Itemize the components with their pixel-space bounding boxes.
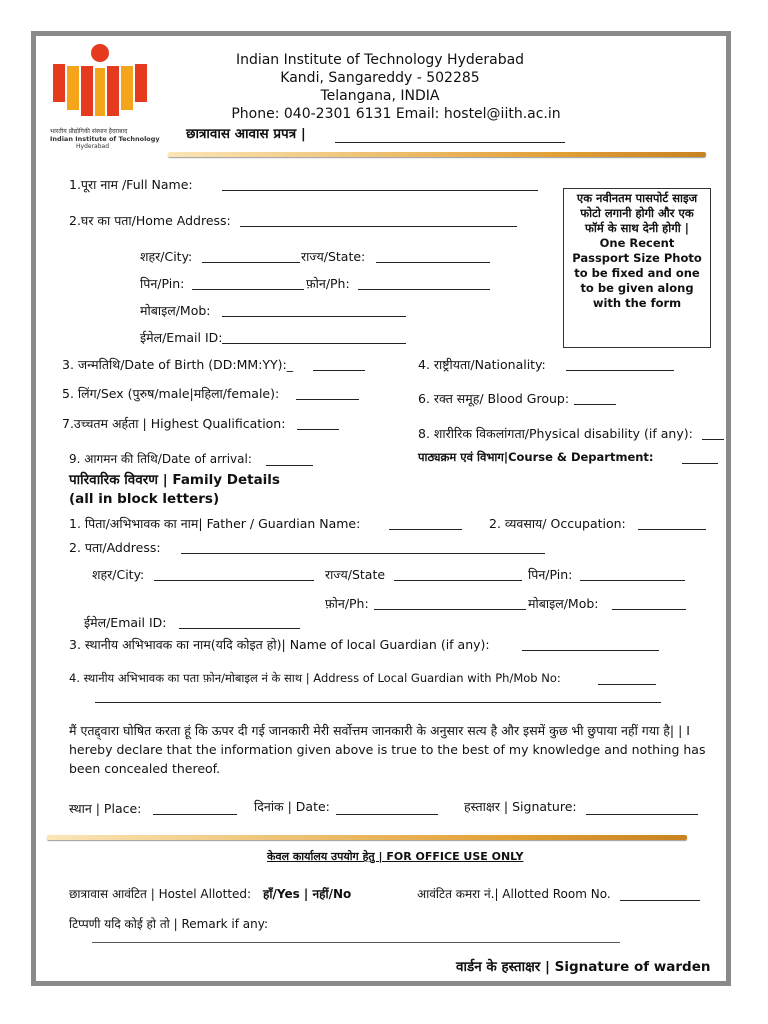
hostel-allotted-label: छात्रावास आवंटित | Hostel Allotted:	[69, 887, 252, 901]
local-guardian-address-field[interactable]	[598, 684, 656, 685]
photo-instruction-hi: एक नवीनतम पासपोर्ट साइज फोटो लगानी होगी और एक फॉर्म के साथ देनी होगी |	[576, 191, 698, 235]
family-city-label: शहर/City:	[92, 567, 145, 582]
place-field[interactable]	[153, 814, 237, 815]
mobile-field[interactable]	[222, 316, 406, 317]
pin-field[interactable]	[192, 289, 304, 290]
date-field[interactable]	[336, 814, 438, 815]
form-title: छात्रावास आवास प्रपत्र |	[186, 126, 306, 142]
state-label: राज्य/State:	[301, 249, 366, 264]
occupation-label: 2. व्यवसाय/ Occupation:	[489, 516, 626, 531]
phone-field[interactable]	[358, 289, 490, 290]
remark-label: टिप्पणी यदि कोई हो तो | Remark if any:	[69, 917, 268, 931]
family-phone-field[interactable]	[374, 609, 526, 610]
father-name-label: 1. पिता/अभिभावक का नाम| Father / Guardian Name:	[69, 516, 361, 531]
arrival-date-field[interactable]	[266, 465, 313, 466]
institute-state: Telangana, INDIA	[320, 88, 440, 104]
email-field[interactable]	[222, 343, 406, 344]
family-city-field[interactable]	[154, 580, 314, 581]
warden-signature-label: वार्डन के हस्ताक्षर | Signature of warden	[456, 959, 711, 975]
email-label: ईमेल/Email ID:	[140, 330, 223, 345]
office-divider	[47, 835, 687, 840]
iith-logo	[50, 42, 160, 152]
hostel-allotted-options[interactable]: हाँ/Yes | नहीं/No	[263, 887, 352, 901]
form-title-underline	[335, 142, 565, 143]
family-mobile-field[interactable]	[612, 609, 686, 610]
full-name-field[interactable]	[222, 190, 538, 191]
dob-label: 3. जन्मतिथि/Date of Birth (DD:MM:YY):_	[62, 357, 294, 372]
date-label: दिनांक | Date:	[254, 799, 330, 814]
state-field[interactable]	[376, 262, 490, 263]
local-guardian-field[interactable]	[522, 650, 659, 651]
pin-label: पिन/Pin:	[140, 276, 185, 291]
arrival-date-label: 9. आगमन की तिथि/Date of arrival:	[69, 452, 252, 466]
declaration-text: मैं एतद्द्वारा घोषित करता हूं कि ऊपर दी गई जानकारी मेरी सर्वोत्तम जानकारी के अनुसार सत्य है और इसमें कुछ भी छुपाया नहीं गया है| | I hereby declare that the information given above is true to the best of my knowledge and nothing has been concealed thereof.	[69, 723, 706, 776]
qualification-label: 7.उच्चतम अर्हता | Highest Qualification:	[62, 416, 286, 431]
course-field[interactable]	[682, 463, 718, 464]
photo-instruction-en: One Recent Passport Size Photo to be fixed and one to be given along with the form	[572, 236, 702, 310]
family-email-label: ईमेल/Email ID:	[84, 615, 167, 630]
mobile-label: मोबाइल/Mob:	[140, 303, 211, 318]
header-divider	[168, 152, 706, 157]
institute-contact: Phone: 040-2301 6131 Email: hostel@iith.ac.in	[231, 106, 561, 122]
family-email-field[interactable]	[179, 628, 300, 629]
local-guardian-address-field-2[interactable]	[95, 702, 661, 703]
family-title: पारिवारिक विवरण | Family Details	[69, 472, 280, 488]
sex-label: 5. लिंग/Sex (पुरुष/male|महिला/female):	[62, 386, 280, 401]
local-guardian-label: 3. स्थानीय अभिभावक का नाम(यदि कोइत हो)| Name of local Guardian (if any):	[69, 637, 490, 652]
disability-field[interactable]	[702, 439, 724, 440]
signature-field[interactable]	[586, 814, 698, 815]
course-label: पाठ्यक्रम एवं विभाग|Course & Department:	[418, 450, 654, 464]
family-mobile-label: मोबाइल/Mob:	[528, 596, 599, 611]
remark-field[interactable]	[92, 942, 620, 943]
city-label: शहर/City:	[140, 249, 193, 264]
nationality-field[interactable]	[566, 370, 674, 371]
home-address-label: 2.घर का पता/Home Address:	[69, 213, 231, 228]
logo-caption-hi: भारतीय प्रौद्योगिकी संस्थान हैदराबाद	[50, 128, 128, 135]
family-address-label: 2. पता/Address:	[69, 540, 161, 555]
logo-caption-en2: Hyderabad	[76, 143, 109, 150]
phone-label: फ़ोन/Ph:	[306, 276, 350, 291]
family-address-field[interactable]	[181, 553, 545, 554]
blood-group-label: 6. रक्त समूह/ Blood Group:	[418, 391, 570, 406]
family-state-field[interactable]	[394, 580, 522, 581]
qualification-field[interactable]	[297, 429, 339, 430]
nationality-label: 4. राष्ट्रीयता/Nationality:	[418, 357, 546, 372]
logo-caption-en1: Indian Institute of Technology	[50, 135, 160, 143]
city-field[interactable]	[202, 262, 300, 263]
institute-address: Kandi, Sangareddy - 502285	[280, 70, 480, 86]
family-phone-label: फ़ोन/Ph:	[325, 596, 369, 611]
family-state-label: राज्य/State	[325, 567, 386, 582]
full-name-label: 1.पूरा नाम /Full Name:	[69, 177, 193, 192]
local-guardian-address-label: 4. स्थानीय अभिभावक का पता फ़ोन/मोबाइल नं के साथ | Address of Local Guardian with Ph/Mob No:	[69, 671, 561, 685]
allotted-room-label: आवंटित कमरा नं.| Allotted Room No.	[417, 887, 611, 901]
allotted-room-field[interactable]	[620, 900, 700, 901]
signature-label: हस्ताक्षर | Signature:	[464, 799, 577, 814]
family-subtitle: (all in block letters)	[69, 491, 220, 507]
home-address-field[interactable]	[240, 226, 517, 227]
dob-field[interactable]	[313, 370, 365, 371]
institute-name: Indian Institute of Technology Hyderabad	[235, 52, 525, 68]
occupation-field[interactable]	[638, 529, 706, 530]
father-name-field[interactable]	[389, 529, 462, 530]
photo-box	[563, 188, 711, 348]
blood-group-field[interactable]	[574, 404, 616, 405]
family-pin-field[interactable]	[580, 580, 685, 581]
office-use-title: केवल कार्यालय उपयोग हेतु | FOR OFFICE USE ONLY	[267, 850, 524, 863]
place-label: स्थान | Place:	[69, 801, 142, 816]
family-pin-label: पिन/Pin:	[528, 567, 573, 582]
logo-mark-icon	[50, 42, 150, 124]
page-border	[31, 31, 731, 986]
disability-label: 8. शारीरिक विकलांगता/Physical disability (if any):	[418, 426, 693, 441]
sex-field[interactable]	[296, 399, 359, 400]
